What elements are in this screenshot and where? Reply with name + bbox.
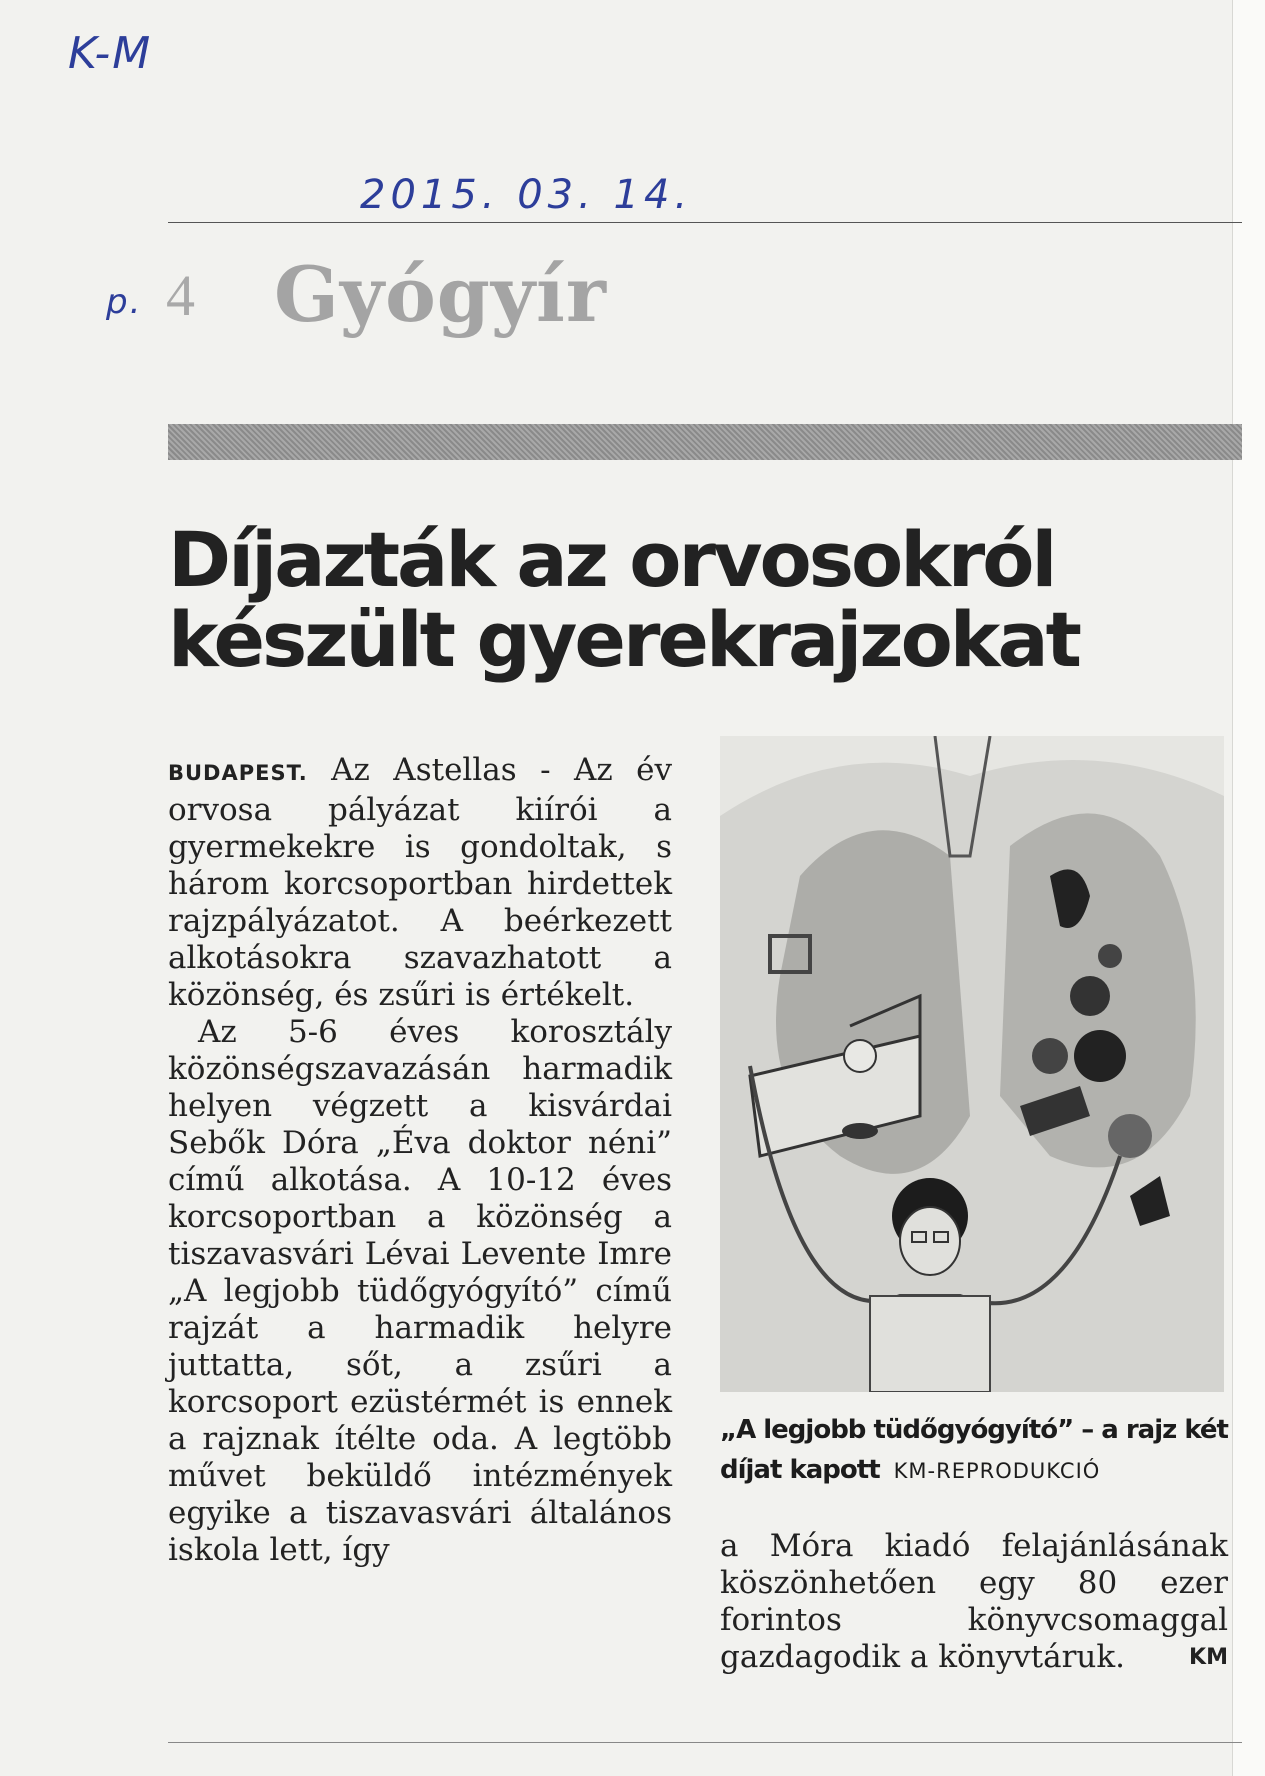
section-band xyxy=(168,424,1242,460)
caption-text: „A legjobb tüdőgyógyító” – a rajz két díjat kapott xyxy=(720,1415,1228,1485)
figure-caption xyxy=(720,1410,1230,1491)
childrens-drawing-image xyxy=(720,736,1224,1392)
top-rule xyxy=(168,222,1242,223)
page-number: 4 xyxy=(166,263,195,328)
paragraph-3-text: a Móra kiadó felajánlásának köszönhetően egy 80 ezer forintos könyvcsomaggal gazdagodik a könyvtáruk. xyxy=(720,1528,1228,1675)
bottom-rule xyxy=(168,1742,1242,1743)
drawing-illustration xyxy=(720,736,1224,1392)
handwritten-page-mark: p. xyxy=(106,282,143,322)
paragraph-1-text: Az Astellas - Az év orvosa pályázat kiírói a gyermekekre is gondoltak, s három korcsoportban hirdettek rajzpályázatot. A beérkezett alkotásokra szavazhatott a közönség, és zsűri is értékelt. xyxy=(168,752,672,1013)
handwritten-source-mark: K-M xyxy=(68,28,153,79)
section-title: Gyógyír xyxy=(274,250,607,339)
article-paragraph-2: Az 5-6 éves korosztály közönségszavazásán harmadik helyen végzett a kisvárdai Sebők Dóra „Éva doktor néni” című alkotása. A 10-12 éves korcsoportban a közönség a tiszavasvári Lévai Levente Imre „A legjobb tüdőgyógyító” című rajzát a harmadik helyre juttatta, sőt, a zsűri a korcsoport ezüstérmét is ennek a rajznak ítélte oda. A legtöbb művet beküldő intézmények egyike a tiszavasvári általános iskola lett, így xyxy=(168,1014,672,1568)
handwritten-date: 2015. 03. 14. xyxy=(360,172,693,218)
article-right-column xyxy=(720,1528,1228,1676)
photo-credit: KM-REPRODUKCIÓ xyxy=(893,1459,1101,1483)
article-paragraph-1 xyxy=(168,752,672,1014)
headline-line-2: készült gyerekrajzokat xyxy=(168,595,1079,684)
dateline: BUDAPEST. xyxy=(168,761,308,785)
article-left-column xyxy=(168,752,672,1569)
author-signature: KM xyxy=(1189,1645,1228,1670)
article-headline xyxy=(168,515,1228,684)
headline-line-1: Díjazták az orvosokról xyxy=(168,515,1055,604)
article-paragraph-3 xyxy=(720,1528,1228,1676)
